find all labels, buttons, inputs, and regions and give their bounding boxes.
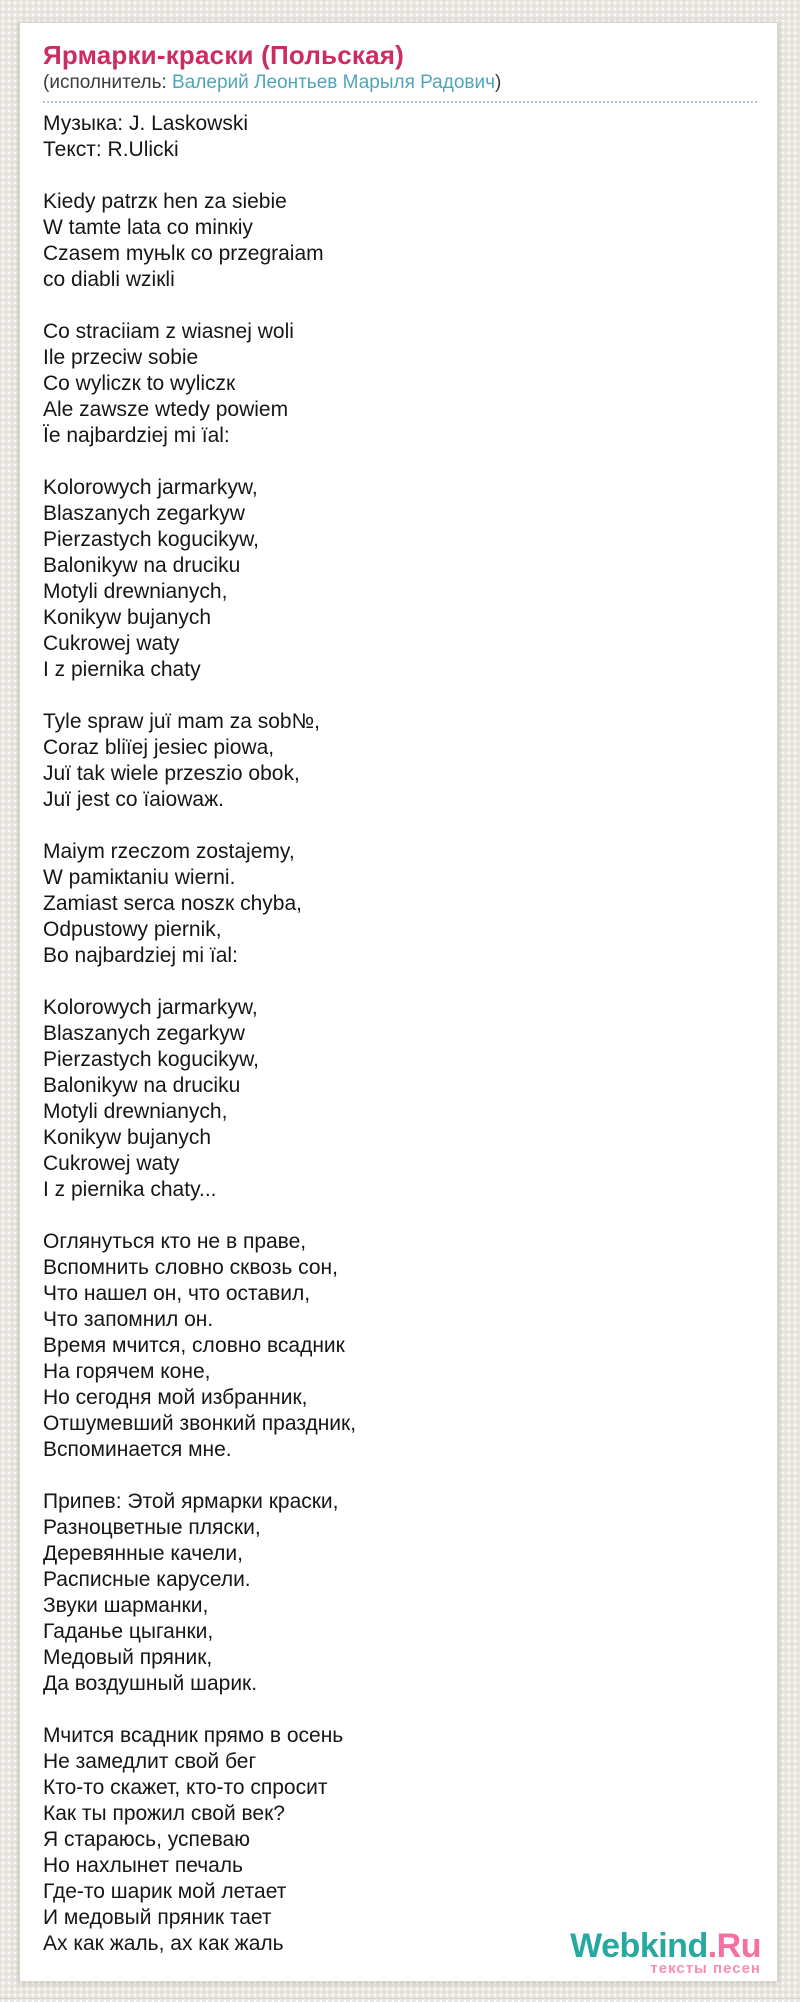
lyric-line: Припев: Этой ярмарки краски, [43,1490,339,1513]
lyric-line: Kolorowych jarmarkyw, [43,996,258,1019]
lyric-line: Разноцветные пляски, [43,1516,261,1539]
lyric-line: Я стараюсь, успеваю [43,1828,250,1851]
lyric-line: Что запомнил он. [43,1308,214,1331]
lyric-line: Расписные карусели. [43,1568,251,1591]
lyric-line: Co straciiam z wiasnej woli [43,320,294,343]
page-bottom-divider [0,1998,800,1999]
lyric-line: Konikyw bujanych [43,606,212,629]
lyric-line: Coraz bliїej jesiec piowa, [43,736,275,759]
lyric-line: Blaszanych zegarkyw [43,502,245,525]
site-logo-wordmark [570,1929,761,1963]
lyric-line: W pamiкtaniu wierni. [43,866,236,889]
lyric-line: Їe najbardziej mi їal: [43,424,230,447]
lyric-blank-line [43,449,757,475]
lyric-line: W tamte lata co minкiy [43,216,253,239]
performer-label-suffix: ) [495,72,502,93]
lyric-line: Как ты прожил свой век? [43,1802,285,1825]
lyric-line: Гаданье цыганки, [43,1620,214,1643]
lyric-line: Звуки шарманки, [43,1594,209,1617]
lyric-line: Ile przeciw sobie [43,346,199,369]
lyric-line: Да воздушный шарик. [43,1672,258,1695]
lyric-line: Медовый пряник, [43,1646,213,1669]
lyric-line: Но нахлынет печаль [43,1854,244,1877]
lyric-line: Balonikyw na druciku [43,554,241,577]
lyric-line: Juї tak wiele przeszio obok, [43,762,300,785]
lyric-line: Blaszanych zegarkyw [43,1022,245,1045]
lyric-line: Kiedy patrzк hen za siebie [43,190,287,213]
site-logo-tagline: тексты песен [650,1960,761,1977]
lyric-blank-line [43,293,757,319]
lyric-line: Motyli drewnianych, [43,1100,228,1123]
artist-link[interactable]: Валерий Леонтьев Марыля Радович [172,72,496,93]
lyric-line: Текст: R.Ulicki [43,138,179,161]
lyric-blank-line [43,1697,757,1723]
lyric-line: Где-то шарик мой летает [43,1880,287,1903]
lyric-line: Kolorowych jarmarkyw, [43,476,258,499]
lyric-line: Но сегодня мой избранник, [43,1386,308,1409]
lyric-line: На горячем коне, [43,1360,211,1383]
performer-label-prefix: (исполнитель: [43,72,173,93]
lyric-blank-line [43,1463,757,1489]
lyric-line: Bo najbardziej mi їal: [43,944,238,967]
lyric-line: Не замедлит свой бег [43,1750,257,1773]
site-logo[interactable] [570,1929,761,1976]
lyric-line: Вспоминается мне. [43,1438,232,1461]
lyric-blank-line [43,1203,757,1229]
lyric-line: Отшумевший звонкий праздник, [43,1412,357,1435]
lyric-line: Время мчится, словно всадник [43,1334,345,1357]
lyric-line: Zamiast serca noszк chyba, [43,892,302,915]
lyric-line: Кто-то скажет, кто-то спросит [43,1776,328,1799]
lyric-line: Pierzastych kogucikyw, [43,1048,259,1071]
lyric-line: Мчится всадник прямо в осень [43,1724,344,1747]
performer-line [43,71,757,103]
lyrics-text [43,111,757,1957]
lyric-line: Tyle spraw juї mam za sob№, [43,710,320,733]
lyric-line: Cukrowej waty [43,1152,180,1175]
lyric-line: Pierzastych kogucikyw, [43,528,259,551]
lyric-line: I z piernika chaty... [43,1178,217,1201]
page-title: Ярмарки-краски (Польская) [43,40,404,70]
lyric-line: Co wyliczк to wyliczк [43,372,236,395]
lyric-line: Деревянные качели, [43,1542,243,1565]
site-logo-domain: .Ru [707,1927,761,1965]
lyric-line: Maiym rzeczom zostajemy, [43,840,295,863]
lyric-line: Cukrowej waty [43,632,180,655]
lyric-blank-line [43,163,757,189]
lyric-line: I z piernika chaty [43,658,201,681]
lyric-line: Музыка: J. Laskowski [43,112,248,135]
lyric-line: Odpustowy piernik, [43,918,222,941]
site-logo-name: Webkind [570,1927,708,1965]
lyric-line: Ale zawsze wtedy powiem [43,398,289,421]
lyric-line: Czasem myњlк co przegraiam [43,242,324,265]
lyric-line: Balonikyw na druciku [43,1074,241,1097]
lyric-line: co diabli wziкli [43,268,175,291]
lyrics-card [19,22,778,1982]
lyric-line: Motyli drewnianych, [43,580,228,603]
lyric-line: Konikyw bujanych [43,1126,212,1149]
lyric-line: И медовый пряник тает [43,1906,272,1929]
lyric-line: Вспомнить словно сквозь сон, [43,1256,338,1279]
lyric-line: Что нашел он, что оставил, [43,1282,311,1305]
lyric-blank-line [43,969,757,995]
lyric-line: Ах как жаль, ах как жаль [43,1932,284,1955]
lyric-line: Juї jest co їaiowaж. [43,788,224,811]
lyric-blank-line [43,683,757,709]
lyric-line: Оглянуться кто не в праве, [43,1230,307,1253]
lyric-blank-line [43,813,757,839]
